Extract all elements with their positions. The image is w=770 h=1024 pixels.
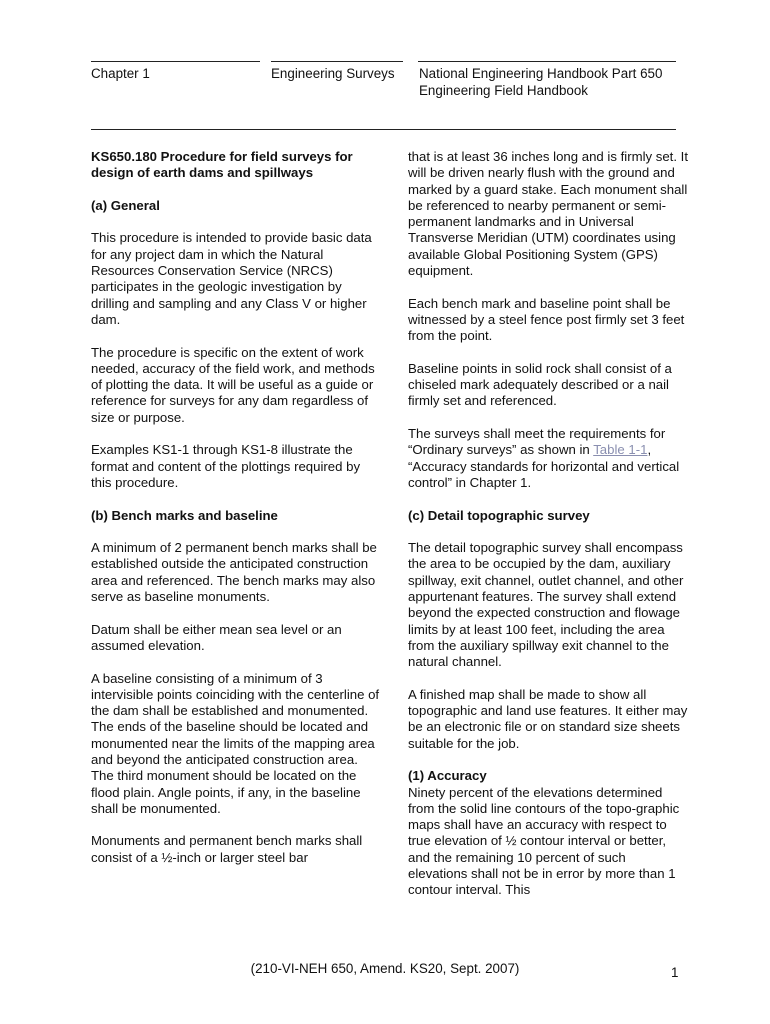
paragraph: The procedure is specific on the extent of work needed, accuracy of the field work, and methods of plotting the data. It will be useful as a guide or reference for surveys for any dam regardless of size or purpose. <box>91 344 375 425</box>
header-handbook: National Engineering Handbook Part 650 Engineering Field Handbook <box>419 66 663 98</box>
paragraph: A baseline consisting of a minimum of 3 intervisible points coinciding with the centerline of the dam shall be established and monumented. The ends of the baseline should be located and monumented near the limits of the mapping area and beyond the anticipated construction area. The third monument should be located on the flood plain. Angle points, if any, in the baseline shall be monumented. <box>91 670 380 816</box>
heading-detail-topographic: (c) Detail topographic survey <box>408 507 590 523</box>
text-run: The surveys shall meet the requirements for “Ordinary surveys” as shown in <box>408 426 666 458</box>
header-rule-chapter <box>91 61 260 62</box>
table-1-1-link[interactable]: Table 1-1 <box>593 442 648 458</box>
header-rule-handbook <box>418 61 676 62</box>
paragraph: A minimum of 2 permanent bench marks shall be established outside the anticipated construction area and referenced. The bench marks may also serve as baseline monuments. <box>91 540 377 605</box>
paragraph: Monuments and permanent bench marks shall consist of a ½-inch or larger steel bar <box>91 833 363 865</box>
left-column <box>91 149 381 882</box>
paragraph-with-link <box>408 426 688 491</box>
paragraph: The detail topographic survey shall encompass the area to be occupied by the dam, auxiliary spillway, exit channel, outlet channel, and other appurtenant features. The survey shall extend beyond the expected construction and flowage limits by at least 100 feet, including the area from the auxiliary spillway exit channel to the natural channel. <box>408 540 684 670</box>
page-number: 1 <box>671 965 679 980</box>
paragraph: that is at least 36 inches long and is firmly set. It will be driven nearly flush with the ground and marked by a guard stake. Each monument shall be referenced to nearby permanent or semi-permanent landmarks and in Universal Transverse Meridian (UTM) coordinates using available Global Positioning System (GPS) equipment. <box>408 149 689 279</box>
header-chapter: Chapter 1 <box>91 66 150 81</box>
paragraph: Ninety percent of the elevations determined from the solid line contours of the topo-graphic maps shall have an accuracy with respect to true elevation of ½ contour interval or better, and the remaining 10 percent of such elevations shall not be in error by more than 1 contour interval. This <box>408 784 680 898</box>
paragraph: Baseline points in solid rock shall consist of a chiseled mark adequately described or a nail firmly set and referenced. <box>408 360 672 409</box>
heading-accuracy: (1) Accuracy <box>408 768 487 784</box>
header-divider <box>91 129 676 130</box>
header-rule-section <box>271 61 403 62</box>
paragraph: Each bench mark and baseline point shall be witnessed by a steel fence post firmly set 3 feet from the point. <box>408 295 685 344</box>
section-title: KS650.180 Procedure for field surveys for design of earth dams and spillways <box>91 149 353 181</box>
paragraph: This procedure is intended to provide basic data for any project dam in which the Natural Resources Conservation Service (NRCS) participates in the geologic investigation by drilling and sampling and any Class V or higher dam. <box>91 230 372 327</box>
heading-bench-marks: (b) Bench marks and baseline <box>91 507 278 523</box>
right-column <box>408 149 688 915</box>
header-section: Engineering Surveys <box>271 66 395 81</box>
heading-general: (a) General <box>91 197 160 213</box>
footer-citation: (210-VI-NEH 650, Amend. KS20, Sept. 2007) <box>250 961 520 976</box>
text-run: , “Accuracy standards for horizontal and vertical control” in Chapter 1. <box>408 442 680 490</box>
paragraph: Examples KS1-1 through KS1-8 illustrate the format and content of the plottings required by this procedure. <box>91 442 361 490</box>
paragraph: A finished map shall be made to show all topographic and land use features. It either may be an electronic file or on standard size sheets suitable for the job. <box>408 686 688 751</box>
paragraph: Datum shall be either mean sea level or an assumed elevation. <box>91 621 342 653</box>
